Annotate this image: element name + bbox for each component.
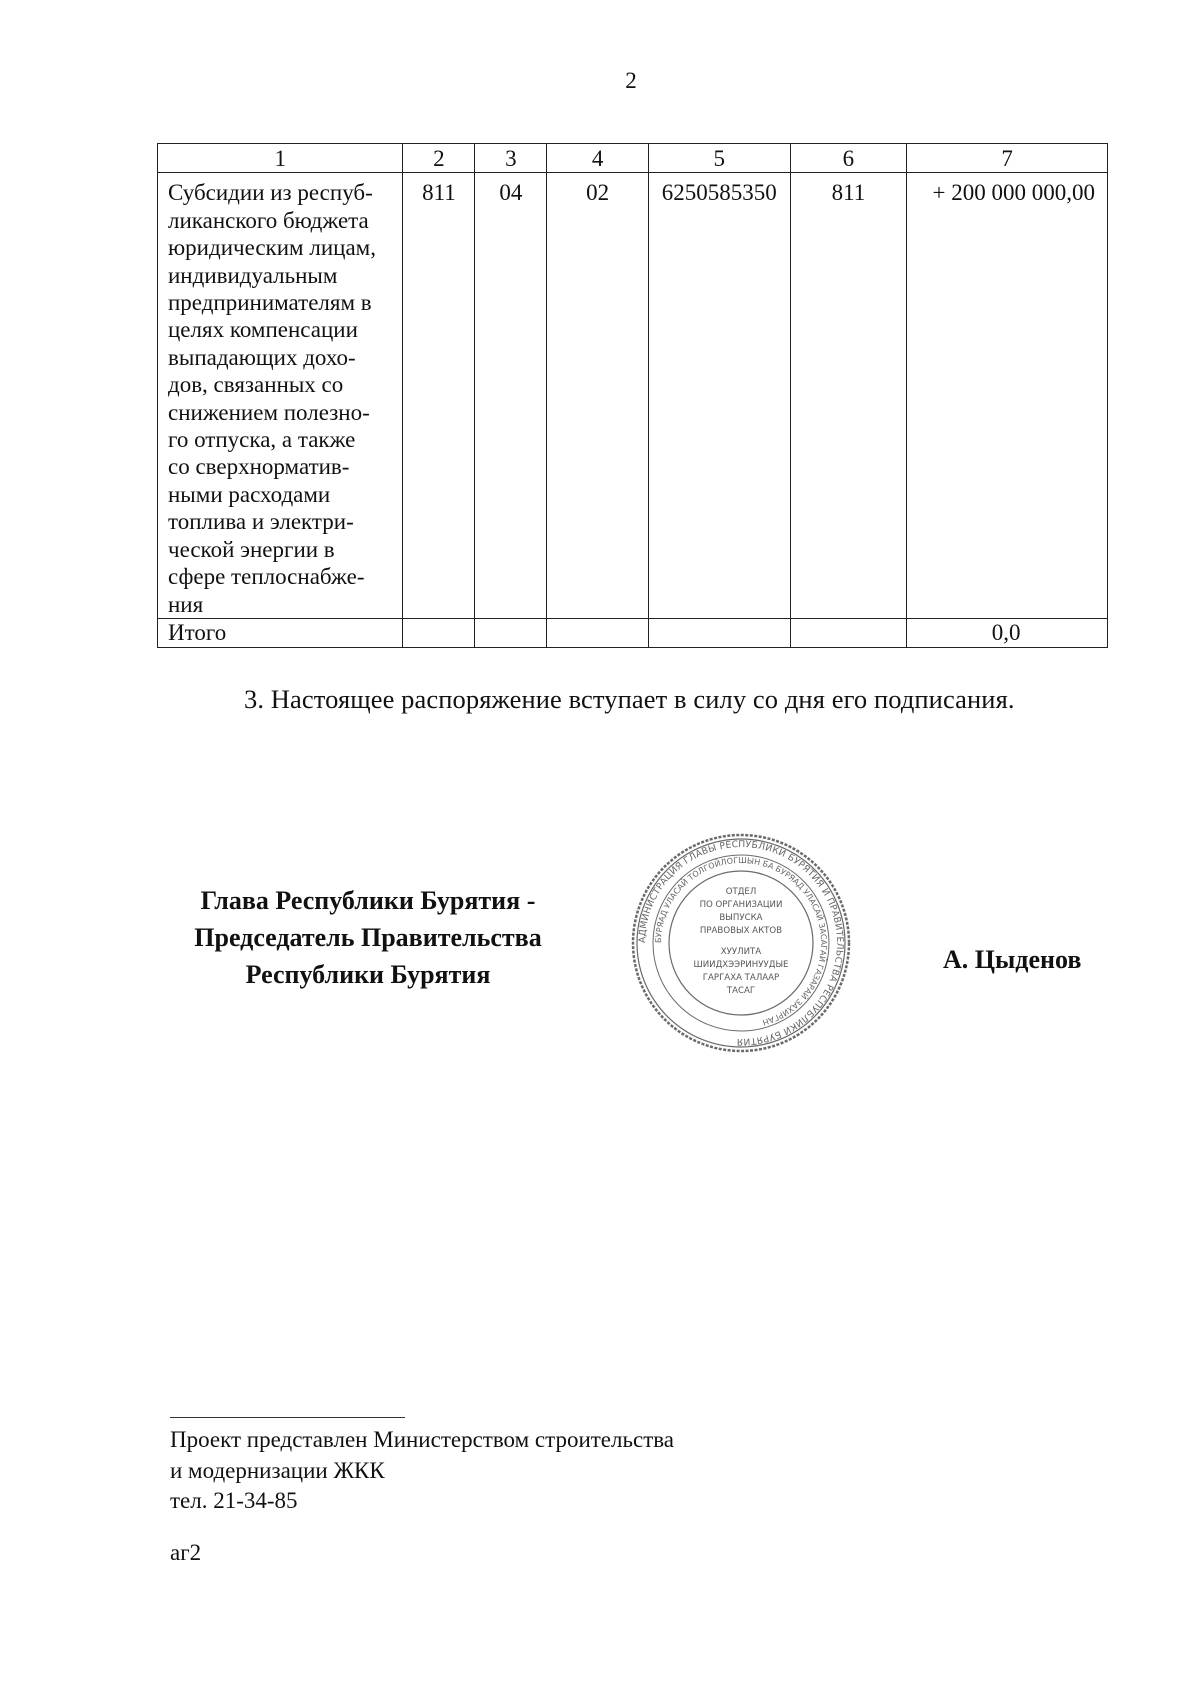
- description-line: Субсидии из респуб-: [168, 180, 373, 206]
- description-line: ческой энергии в: [168, 536, 335, 562]
- cell-col5: 6250585350: [648, 173, 790, 619]
- footer-note: [170, 1425, 674, 1517]
- seal-center-line: ТАСАГ: [726, 986, 756, 996]
- empty-cell: [403, 618, 475, 647]
- description-line: ными расходами: [168, 481, 331, 507]
- seal-center-line: ГАРГАХА ТАЛААР: [702, 973, 780, 983]
- description-line: выпадающих дохо-: [168, 344, 356, 370]
- cell-col3: 04: [475, 173, 547, 619]
- description-line: снижением полезно-: [168, 399, 370, 425]
- signature-title-line: Республики Бурятия: [245, 960, 491, 989]
- signature-title-line: Председатель Правительства: [194, 923, 542, 952]
- description-line: ния: [168, 591, 204, 617]
- table-header-cell: 5: [648, 144, 790, 173]
- description-line: индивидуальным: [168, 262, 338, 288]
- description-line: дов, связанных со: [168, 372, 344, 398]
- total-value: 0,0: [907, 618, 1108, 647]
- official-seal: [630, 832, 852, 1054]
- empty-cell: [790, 618, 907, 647]
- table-header-cell: 1: [158, 144, 403, 173]
- empty-cell: [648, 618, 790, 647]
- seal-center-line: ПРАВОВЫХ АКТОВ: [699, 926, 783, 936]
- row-description: [158, 173, 403, 619]
- description-line: топлива и электри-: [168, 509, 354, 535]
- empty-cell: [475, 618, 547, 647]
- seal-center-line: ПО ОРГАНИЗАЦИИ: [699, 900, 783, 910]
- table-header-cell: 3: [475, 144, 547, 173]
- description-line: ликанского бюджета: [168, 207, 369, 233]
- empty-cell: [547, 618, 648, 647]
- description-line: со сверхнорматив-: [168, 454, 350, 480]
- seal-outer-text: АДМИНИСТРАЦИЯ ГЛАВЫ РЕСПУБЛИКИ БУРЯТИЯ И ПРАВИТЕЛЬСТВА РЕСПУБЛИКИ БУРЯТИЯ: [636, 838, 846, 1048]
- footer-line: тел. 21-34-85: [170, 1488, 298, 1513]
- signature-title-line: Глава Республики Бурятия -: [200, 886, 536, 915]
- seal-center-line: ВЫПУСКА: [719, 913, 763, 923]
- cell-amount: + 200 000 000,00: [907, 173, 1108, 619]
- description-line: целях компенсации: [168, 317, 358, 343]
- cell-col2: 811: [403, 173, 475, 619]
- footer-line: Проект представлен Министерством строительства: [170, 1427, 675, 1452]
- description-line: сфере теплоснабже-: [168, 564, 365, 590]
- svg-text:АДМИНИСТРАЦИЯ ГЛАВЫ РЕСПУБЛИКИ: [637, 839, 845, 1047]
- total-row: [158, 618, 1108, 647]
- table-row: [158, 173, 1108, 619]
- table-header-row: [158, 144, 1108, 173]
- description-line: предпринимателям в: [168, 290, 372, 316]
- footer-divider: [170, 1417, 405, 1418]
- table-header-cell: 2: [403, 144, 475, 173]
- table-header-cell: 7: [907, 144, 1108, 173]
- footer-line: и модернизации ЖКК: [170, 1457, 385, 1483]
- document-code: аг2: [170, 1540, 202, 1565]
- signatory-name: А. Цыденов: [943, 945, 1082, 974]
- page-number: 2: [625, 68, 637, 93]
- description-line: юридическим лицам,: [168, 235, 376, 261]
- seal-center-line: ОТДЕЛ: [725, 887, 757, 897]
- seal-inner-text: БУРЯАД УЛАСАЙ ТОЛГОЙЛОГШЫН БА БУРЯАД УЛАСАЙ ЗАСАГАЙ ГАЗАРАЙ ЗАХИРГАН: [653, 855, 829, 1027]
- total-label: Итого: [158, 618, 403, 647]
- table-header-cell: 6: [790, 144, 907, 173]
- table-header-cell: 4: [547, 144, 648, 173]
- seal-center-line: ХУУЛИТА: [720, 947, 762, 957]
- svg-text:БУРЯАД УЛАСАЙ ТОЛГОЙЛОГШЫН БА: [654, 856, 829, 1027]
- cell-col6: 811: [790, 173, 907, 619]
- clause-3: 3. Настоящее распоряжение вступает в силу со дня его подписания.: [244, 684, 1015, 714]
- seal-center-line: ШИИДХЭЭРИНУУДЫЕ: [693, 960, 789, 970]
- cell-col4: 02: [547, 173, 648, 619]
- description-line: го отпуска, а также: [168, 427, 356, 453]
- signature-title: [168, 882, 568, 993]
- budget-table: [157, 143, 1108, 648]
